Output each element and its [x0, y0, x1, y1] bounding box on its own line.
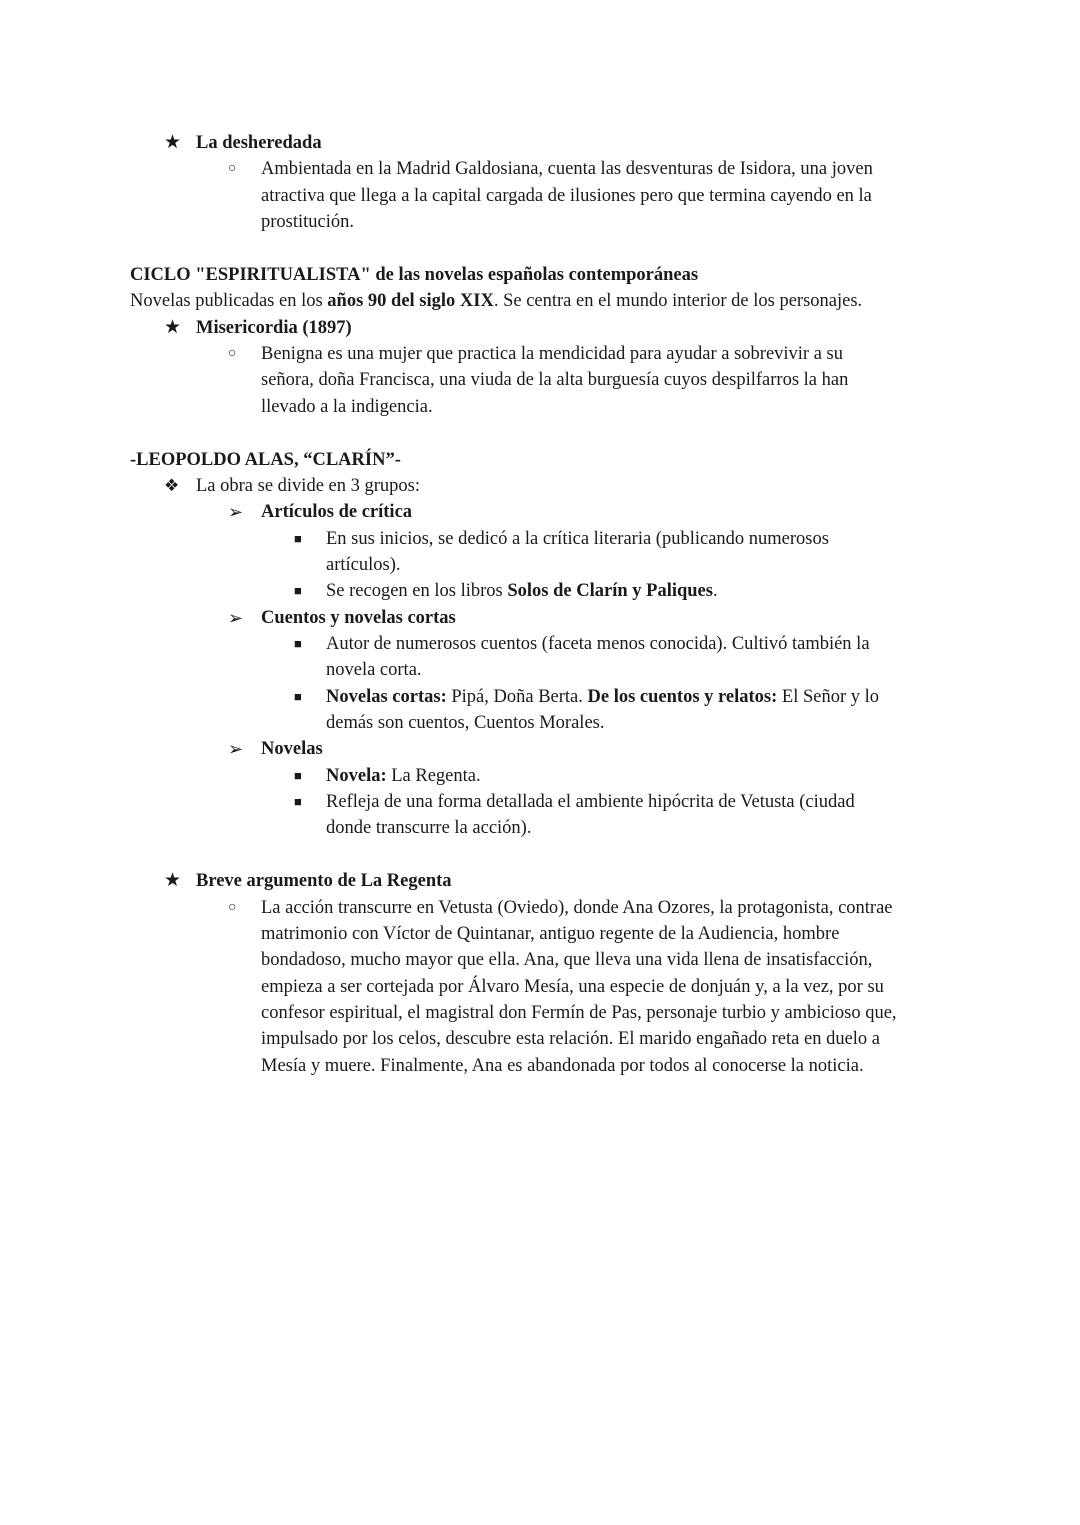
cuentos-item1-line2: novela corta. [326, 660, 422, 680]
misericordia-line-2: señora, doña Francisca, una viuda de la alta burguesía cuyos despilfarros la han [261, 370, 849, 390]
square-bullet-icon: ■ [294, 794, 302, 809]
diamond-bullet-icon: ❖ [164, 476, 180, 495]
articulos-item1-line2: artículos). [326, 555, 401, 575]
circle-bullet-icon: ○ [228, 161, 237, 176]
circle-bullet-icon: ○ [228, 900, 237, 915]
circle-bullet-icon: ○ [228, 346, 237, 361]
desheredada-line-2: atractiva que llega a la capital cargada de ilusiones pero que termina cayendo en la [261, 186, 872, 206]
regenta-title: Breve argumento de La Regenta [196, 871, 452, 891]
articulos-item1-line1: En sus inicios, se dedicó a la crítica literaria (publicando numerosos [326, 529, 829, 549]
regenta-line-4: empieza a ser cortejada por Álvaro Mesía, una especie de donjuán y, a la vez, por su [261, 977, 884, 997]
regenta-line-2: matrimonio con Víctor de Quintanar, antiguo regente de la Audiencia, hombre [261, 924, 840, 944]
regenta-line-6: impulsado por los celos, descubre esta relación. El marido engañado reta en duelo a [261, 1029, 881, 1049]
misericordia-line-3: llevado a la indigencia. [261, 397, 433, 417]
clarin-heading: -LEOPOLDO ALAS, “CLARÍN”- [130, 450, 401, 470]
misericordia-line-1: Benigna es una mujer que practica la mendicidad para ayudar a sobrevivir a su [261, 344, 844, 364]
misericordia-title: Misericordia (1897) [196, 318, 352, 338]
star-bullet-icon: ★ [164, 317, 182, 338]
regenta-line-1: La acción transcurre en Vetusta (Oviedo), donde Ana Ozores, la protagonista, contrae [261, 898, 893, 918]
ciclo-heading: CICLO "ESPIRITUALISTA" de las novelas españolas contemporáneas [130, 265, 699, 285]
novelas-item1: Novela: La Regenta. [326, 766, 481, 786]
ciclo-intro: Novelas publicadas en los años 90 del siglo XIX. Se centra en el mundo interior de los personajes. [130, 291, 863, 311]
arrow-bullet-icon: ➢ [228, 502, 244, 522]
square-bullet-icon: ■ [294, 768, 302, 783]
cuentos-title: Cuentos y novelas cortas [261, 608, 456, 628]
desheredada-line-3: prostitución. [261, 212, 355, 232]
star-bullet-icon: ★ [164, 870, 182, 891]
clarin-groups-intro: La obra se divide en 3 grupos: [196, 476, 420, 496]
desheredada-line-1: Ambientada en la Madrid Galdosiana, cuenta las desventuras de Isidora, una joven [261, 159, 873, 179]
articulos-title: Artículos de crítica [261, 502, 413, 522]
arrow-bullet-icon: ➢ [228, 739, 244, 759]
regenta-line-7: Mesía y muere. Finalmente, Ana es abandonada por todos al conocerse la noticia. [261, 1056, 864, 1076]
novelas-item2-line2: donde transcurre la acción). [326, 818, 532, 838]
desheredada-title: La desheredada [196, 133, 322, 153]
cuentos-item2-line2: demás son cuentos, Cuentos Morales. [326, 713, 605, 733]
square-bullet-icon: ■ [294, 583, 302, 598]
articulos-item2: Se recogen en los libros Solos de Clarín y Paliques. [326, 581, 718, 601]
square-bullet-icon: ■ [294, 636, 302, 651]
regenta-line-5: confesor espiritual, el magistral don Fermín de Pas, personaje turbio y ambicioso que, [261, 1003, 897, 1023]
arrow-bullet-icon: ➢ [228, 608, 244, 628]
star-bullet-icon: ★ [164, 132, 182, 153]
cuentos-item1-line1: Autor de numerosos cuentos (faceta menos conocida). Cultivó también la [326, 634, 870, 654]
square-bullet-icon: ■ [294, 531, 302, 546]
square-bullet-icon: ■ [294, 689, 302, 704]
regenta-line-3: bondadoso, mucho mayor que ella. Ana, que lleva una vida llena de insatisfacción, [261, 950, 873, 970]
cuentos-item2-line1: Novelas cortas: Pipá, Doña Berta. De los cuentos y relatos: El Señor y lo [326, 687, 880, 707]
novelas-title: Novelas [261, 739, 323, 759]
novelas-item2-line1: Refleja de una forma detallada el ambiente hipócrita de Vetusta (ciudad [326, 792, 855, 812]
